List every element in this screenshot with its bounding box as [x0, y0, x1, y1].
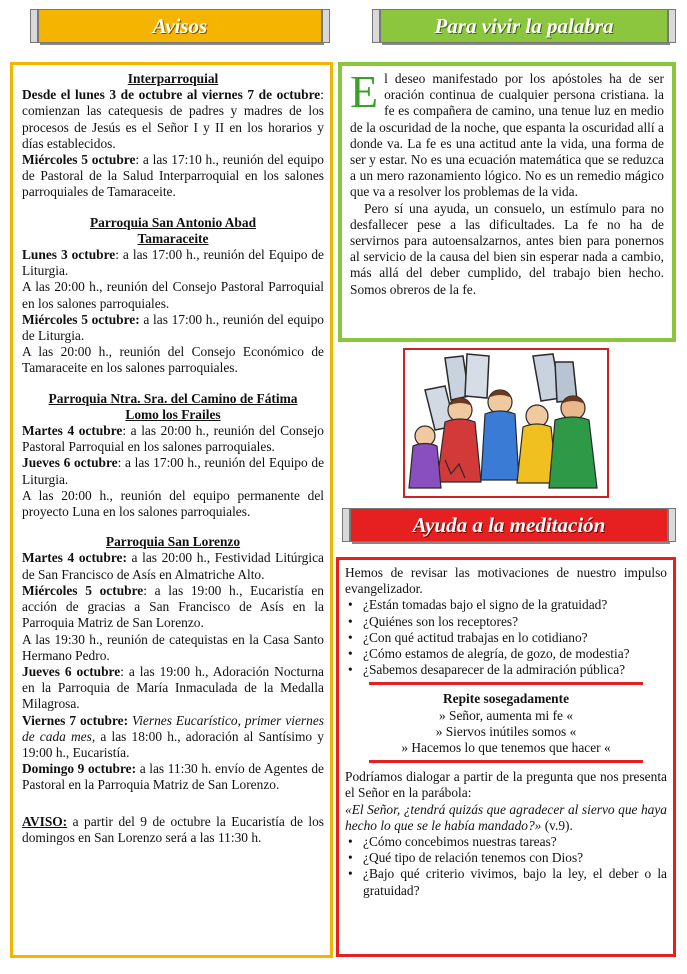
question-item	[345, 866, 667, 898]
bullet-icon: •	[348, 646, 353, 662]
reflection-text: l deseo manifestado por los apóstoles ha de ser oración continua de cualquier persona cristiana. la fe es compañera de camino, una tenue luz en medio de la oscuridad de la noche, que espanta la oscuridad allí a donde va. La fe es una actitud ante la vida, una forma de ser y estar. No es una ecuación matemática que se reduzca a un mero razonamiento lógico. No es un remedio mágico que va a resolver los problemas de la vida.	[350, 71, 664, 200]
reflection-paragraph-2: Pero sí una ayuda, un consuelo, un estímulo para no desfallecer pese a las dificultades. La fe no ha de servirnos para autoensalzarnos, antes bien para ponernos al servicio de la causa del bien sin esperar nada a cambio, más allá del deber cumplido, del trabajo bien hecho. Somos obreros de la fe.	[350, 200, 664, 297]
question-item	[345, 630, 667, 646]
reflection-paragraph-1	[350, 66, 664, 201]
question-item	[345, 850, 667, 866]
repite-line: » Señor, aumenta mi fe «	[438, 707, 574, 723]
notice-paragraph: A las 20:00 h., reunión del equipo permanente del proyecto Luna en los salones parroquiales.	[22, 487, 324, 520]
notice-date: Martes 4 octubre	[22, 423, 123, 439]
notice-paragraph	[22, 423, 324, 455]
notice-date: Viernes 7 octubre:	[22, 712, 129, 728]
vivir-banner	[380, 9, 668, 43]
notice-text: a las 17:00 h., reunión del equipo de Liturgia.	[22, 311, 324, 344]
notice-text: : comienzan las catequesis de padres y madres de los procesos de Jesús es el Señor I y II en los horarios y días establecidos.	[22, 87, 324, 151]
quote-text: «El Señor, ¿tendrá quizás que agradecer al siervo que haya hecho lo que se le había mandado?»	[345, 801, 667, 833]
notice-paragraph: A las 20:00 h., reunión del Consejo Económico de Tamaraceite en los salones parroquiales.	[22, 344, 324, 376]
notice-paragraph	[22, 312, 324, 344]
notice-date: Jueves 6 octubre	[22, 455, 118, 471]
notice-paragraph	[22, 664, 324, 713]
section-title-interparroquial: Interparroquial	[127, 71, 219, 86]
question-item	[345, 834, 667, 850]
notice-text: a las 11:30 h. envío de Agentes de Pastoral en la Parroquia Matriz de San Lorenzo.	[22, 761, 324, 793]
vivir-section	[338, 62, 676, 342]
notice-paragraph: A las 19:30 h., reunión de catequistas en la Casa Santo Hermano Pedro.	[22, 631, 324, 663]
notice-date: Jueves 6 octubre	[22, 663, 121, 679]
notice-date: Martes 4 octubre:	[22, 550, 127, 566]
notice-paragraph	[22, 713, 324, 762]
notice-italic: Viernes Eucarístico, primer viernes de cada mes,	[22, 712, 324, 744]
bullet-icon: •	[348, 629, 353, 645]
avisos-banner	[38, 9, 322, 43]
question-item	[345, 597, 667, 613]
notice-paragraph	[22, 455, 324, 487]
divider	[369, 682, 643, 685]
question-item	[345, 614, 667, 630]
notice-text: : a las 20:00 h., reunión del Consejo Pastoral Parroquial en los salones parroquiales.	[22, 423, 324, 455]
aviso-label: AVISO:	[22, 813, 68, 829]
bullet-icon: •	[348, 597, 353, 613]
notice-paragraph	[22, 550, 324, 582]
notice-text: a las 18:00 h., adoración al Santísimo y 19:00 h., Eucaristía.	[22, 728, 324, 760]
section-subtitle-lomo: Lomo los Frailes	[125, 406, 221, 422]
notice-paragraph	[22, 152, 324, 201]
notice-paragraph	[22, 583, 324, 632]
section-title-fatima: Parroquia Ntra. Sra. del Camino de Fátima	[48, 390, 298, 406]
notice-paragraph	[22, 87, 324, 152]
illustration-image	[403, 348, 609, 498]
notice-paragraph: A las 20:00 h., reunión del Consejo Pastoral Parroquial en los salones parroquiales.	[22, 279, 324, 311]
bullet-icon: •	[348, 850, 353, 866]
section-title-san-lorenzo: Parroquia San Lorenzo	[105, 534, 241, 550]
question-text: ¿Quiénes son los receptores?	[363, 613, 519, 629]
question-text: ¿Están tomadas bajo el signo de la gratuidad?	[363, 597, 608, 613]
ayuda-banner-title: Ayuda a la meditación	[412, 512, 606, 537]
repite-line: » Siervos inútiles somos «	[435, 723, 577, 739]
question-item	[345, 662, 667, 678]
bullet-icon: •	[348, 613, 353, 629]
notice-text: : a las 17:10 h., reunión del equipo de Pastoral de la Salud Interparroquial en los salones parroquiales de Tamaraceite.	[22, 152, 324, 200]
aviso-notice	[22, 814, 324, 846]
repite-title: Repite sosegadamente	[442, 691, 570, 707]
notice-text: : a las 17:00 h., reunión del Equipo de Liturgia.	[22, 247, 324, 279]
bullet-icon: •	[348, 866, 353, 882]
notice-text: a las 20:00 h., Festividad Litúrgica de San Francisco de Asís en Almatriche Alto.	[22, 550, 324, 582]
question-text: ¿Cómo estamos de alegría, de gozo, de modestia?	[363, 646, 630, 662]
notice-date: Domingo 9 octubre:	[22, 761, 137, 777]
quote-reference: (v.9).	[541, 817, 573, 833]
bullet-icon: •	[348, 662, 353, 678]
dialogo-text: Podríamos dialogar a partir de la pregunta que nos presenta el Señor en la parábola:	[345, 769, 667, 801]
section-subtitle-tamaraceite: Tamaraceite	[137, 230, 209, 246]
section-title-san-antonio: Parroquia San Antonio Abad	[89, 214, 257, 230]
question-list-2	[345, 834, 667, 899]
ayuda-banner	[350, 508, 668, 542]
avisos-banner-title: Avisos	[152, 13, 208, 38]
meditation-intro: Hemos de revisar las motivaciones de nuestro impulso evangelizador.	[345, 565, 667, 597]
notice-text: : a las 17:00 h., reunión del Equipo de Liturgia.	[22, 455, 325, 487]
drop-cap: E	[350, 66, 379, 117]
illustration-people-with-jars	[405, 350, 607, 496]
question-list-1	[345, 597, 667, 678]
notice-text: : a las 19:00 h., Adoración Nocturna en la Parroquia de María Inmaculada de la Medalla Milagrosa.	[22, 663, 325, 712]
bullet-icon: •	[348, 834, 353, 850]
repite-line: » Hacemos lo que tenemos que hacer «	[401, 740, 611, 756]
avisos-section	[10, 62, 333, 958]
question-text: ¿Cómo concebimos nuestras tareas?	[363, 834, 557, 850]
question-item	[345, 646, 667, 662]
parable-quote	[345, 802, 667, 834]
notice-date: Desde el lunes 3 de octubre al viernes 7 de octubre	[22, 87, 321, 103]
notice-date: Miércoles 5 octubre	[22, 152, 136, 168]
vivir-banner-title: Para vivir la palabra	[434, 13, 614, 38]
notice-date: Lunes 3 octubre	[22, 247, 116, 263]
notice-paragraph	[22, 247, 324, 279]
divider	[369, 760, 643, 763]
notice-date: Miércoles 5 octubre:	[22, 311, 140, 327]
question-text: ¿Qué tipo de relación tenemos con Dios?	[363, 850, 584, 866]
notice-text: : a las 19:00 h., Eucaristía en acción de gracias a San Francisco de Asís en la Parroquia Matriz de San Lorenzo.	[22, 582, 324, 631]
question-text: ¿Con qué actitud trabajas en lo cotidiano?	[363, 629, 588, 645]
question-text: ¿Sabemos desaparecer de la admiración pública?	[363, 662, 626, 678]
question-text: ¿Bajo qué criterio vivimos, bajo la ley, el deber o la gratuidad?	[363, 866, 667, 898]
notice-paragraph	[22, 761, 324, 793]
aviso-text: a partir del 9 de octubre la Eucaristía de los domingos en San Lorenzo será a las 11:30 h.	[22, 813, 324, 845]
notice-date: Miércoles 5 octubre	[22, 582, 144, 598]
ayuda-section	[336, 557, 676, 957]
